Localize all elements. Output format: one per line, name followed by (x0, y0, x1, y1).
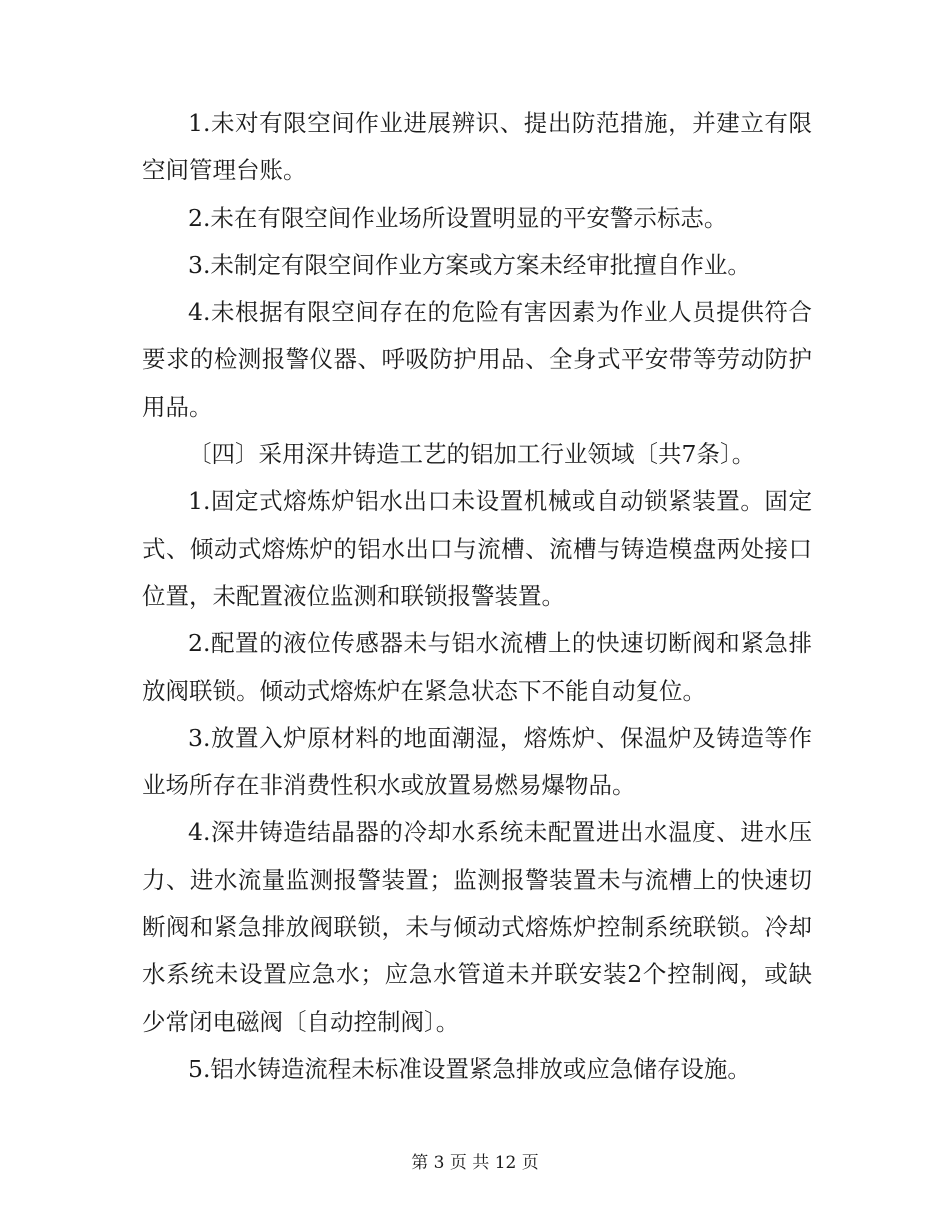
clause-paragraph: 1.未对有限空间作业进展辨识、提出防范措施，并建立有限空间管理台账。 (142, 109, 812, 185)
clause-paragraph: 5.铝水铸造流程未标准设置紧急排放或应急储存设施。 (188, 1054, 751, 1083)
document-body (142, 100, 812, 1093)
clause-paragraph: 3.放置入炉原材料的地面潮湿，熔炼炉、保温炉及铸造等作业场所存在非消费性积水或放置易燃易爆物品。 (142, 723, 812, 800)
clause-paragraph: 2.配置的液位传感器未与铝水流槽上的快速切断阀和紧急排放阀联锁。倾动式熔炼炉在紧急状态下不能自动复位。 (142, 629, 812, 705)
clause-paragraph: 4.深井铸造结晶器的冷却水系统未配置进出水温度、进水压力、进水流量监测报警装置；监测报警装置未与流槽上的快速切断阀和紧急排放阀联锁，未与倾动式熔炼炉控制系统联锁。冷却水系统未设置应急水；应急水管道未并联安装2个控制阀，或缺少常闭电磁阀〔自动控制阀〕。 (142, 818, 812, 1036)
clause-paragraph: 1.固定式熔炼炉铝水出口未设置机械或自动锁紧装置。固定式、倾动式熔炼炉的铝水出口与流槽、流槽与铸造模盘两处接口位置，未配置液位监测和联锁报警装置。 (142, 487, 812, 610)
page-footer: 第 3 页 共 12 页 (411, 1153, 539, 1173)
clause-paragraph: 4.未根据有限空间存在的危险有害因素为作业人员提供符合要求的检测报警仪器、呼吸防护用品、全身式平安带等劳动防护用品。 (142, 298, 812, 421)
section-heading: 〔四〕采用深井铸造工艺的铝加工行业领域〔共7条〕。 (188, 440, 756, 469)
clause-paragraph: 2.未在有限空间作业场所设置明显的平安警示标志。 (188, 203, 728, 232)
clause-paragraph: 3.未制定有限空间作业方案或方案未经审批擅自作业。 (188, 250, 751, 279)
